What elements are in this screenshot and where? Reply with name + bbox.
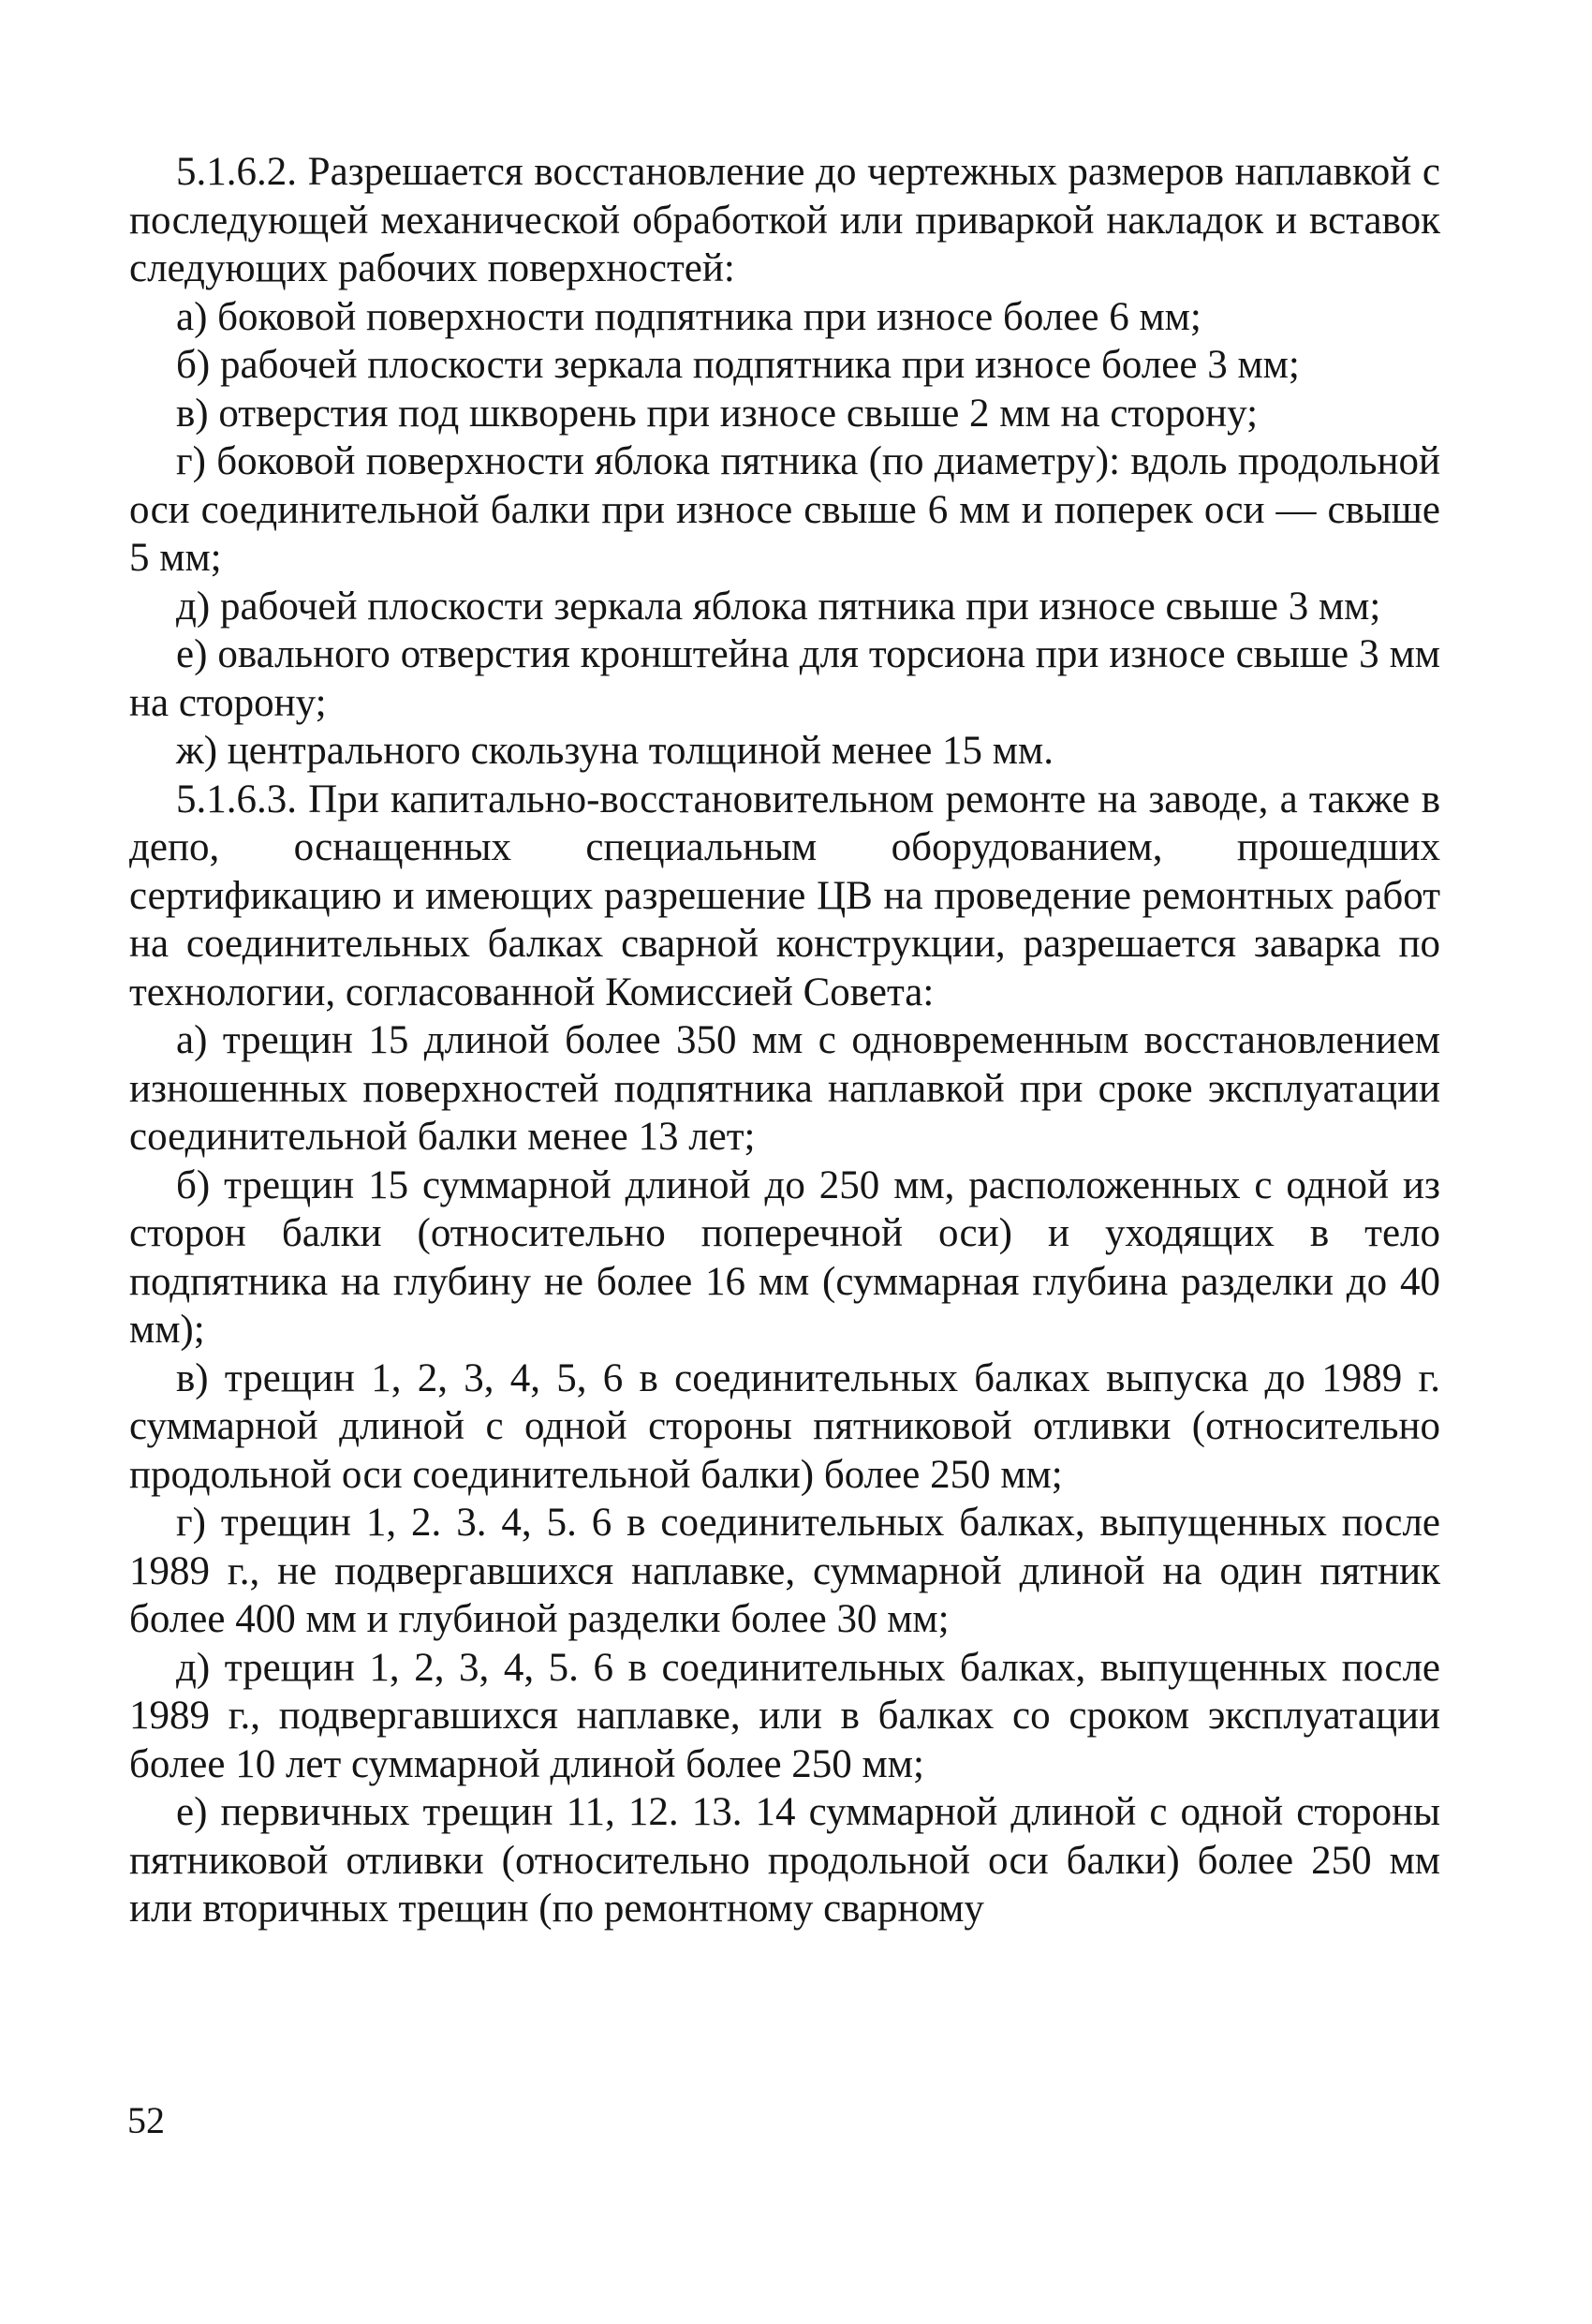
crack-item-a: а) трещин 15 длиной более 350 мм с одновременным восстановлением изношенных поверхностей подпятника наплавкой при сроке эксплуатации соединительной балки менее 13 лет; — [129, 1018, 1440, 1159]
body-text — [129, 148, 1440, 1933]
crack-item-b: б) трещин 15 суммарной длиной до 250 мм, расположенных с одной из сторон балки (относительно поперечной оси) и уходящих в тело подпятника на глубину не более 16 мм (суммарная глубина разделки до 40 мм); — [129, 1162, 1440, 1352]
crack-item-e: е) первичных трещин 11, 12. 13. 14 суммарной длиной с одной стороны пятниковой отливки (относительно продольной оси балки) более 250 мм или вторичных трещин (по ремонтному сварному — [129, 1790, 1440, 1931]
list-item-a: а) боковой поверхности подпятника при износе более 6 мм; — [176, 294, 1201, 339]
list-item-b: б) рабочей плоскости зеркала подпятника при износе более 3 мм; — [176, 343, 1300, 387]
page-number: 52 — [127, 2099, 165, 2141]
crack-item-g: г) трещин 1, 2. 3. 4, 5. 6 в соединительных балках, выпущенных после 1989 г., не подвергавшихся наплавке, суммарной длиной на один пятник более 400 мм и глубиной разделки более 30 мм; — [129, 1501, 1440, 1641]
list-item-g: г) боковой поверхности яблока пятника (по диаметру): вдоль продольной оси соединительной балки при износе свыше 6 мм и поперек оси — свыше 5 мм; — [129, 439, 1440, 580]
list-item-v: в) отверстия под шкворень при износе свыше 2 мм на сторону; — [176, 391, 1259, 436]
paragraph-5-1-6-3: 5.1.6.3. При капитально-восстановительном ремонте на заводе, а также в депо, оснащенных специальным оборудованием, прошедших сертификацию и имеющих разрешение ЦВ на проведение ремонтных работ на соединительных балках сварной конструкции, разрешается заварка по технологии, согласованной Комиссией Совета: — [129, 777, 1440, 1014]
crack-item-v: в) трещин 1, 2, 3, 4, 5, 6 в соединительных балках выпуска до 1989 г. суммарной длиной с одной стороны пятниковой отливки (относительно продольной оси соединительной балки) более 250 мм; — [129, 1355, 1440, 1497]
list-item-zh: ж) центрального скользуна толщиной менее 15 мм. — [176, 729, 1054, 773]
crack-item-d: д) трещин 1, 2, 3, 4, 5. 6 в соединительных балках, выпущенных после 1989 г., подвергавшихся наплавке, или в балках со сроком эксплуатации более 10 лет суммарной длиной более 250 мм; — [129, 1645, 1440, 1786]
list-item-d: д) рабочей плоскости зеркала яблока пятника при износе свыше 3 мм; — [176, 584, 1381, 629]
paragraph-5-1-6-2: 5.1.6.2. Разрешается восстановление до чертежных размеров наплавкой с последующей механической обработкой или приваркой накладок и вставок следующих рабочих поверхностей: — [129, 150, 1440, 290]
list-item-e: е) овального отверстия кронштейна для торсиона при износе свыше 3 мм на сторону; — [129, 632, 1440, 725]
